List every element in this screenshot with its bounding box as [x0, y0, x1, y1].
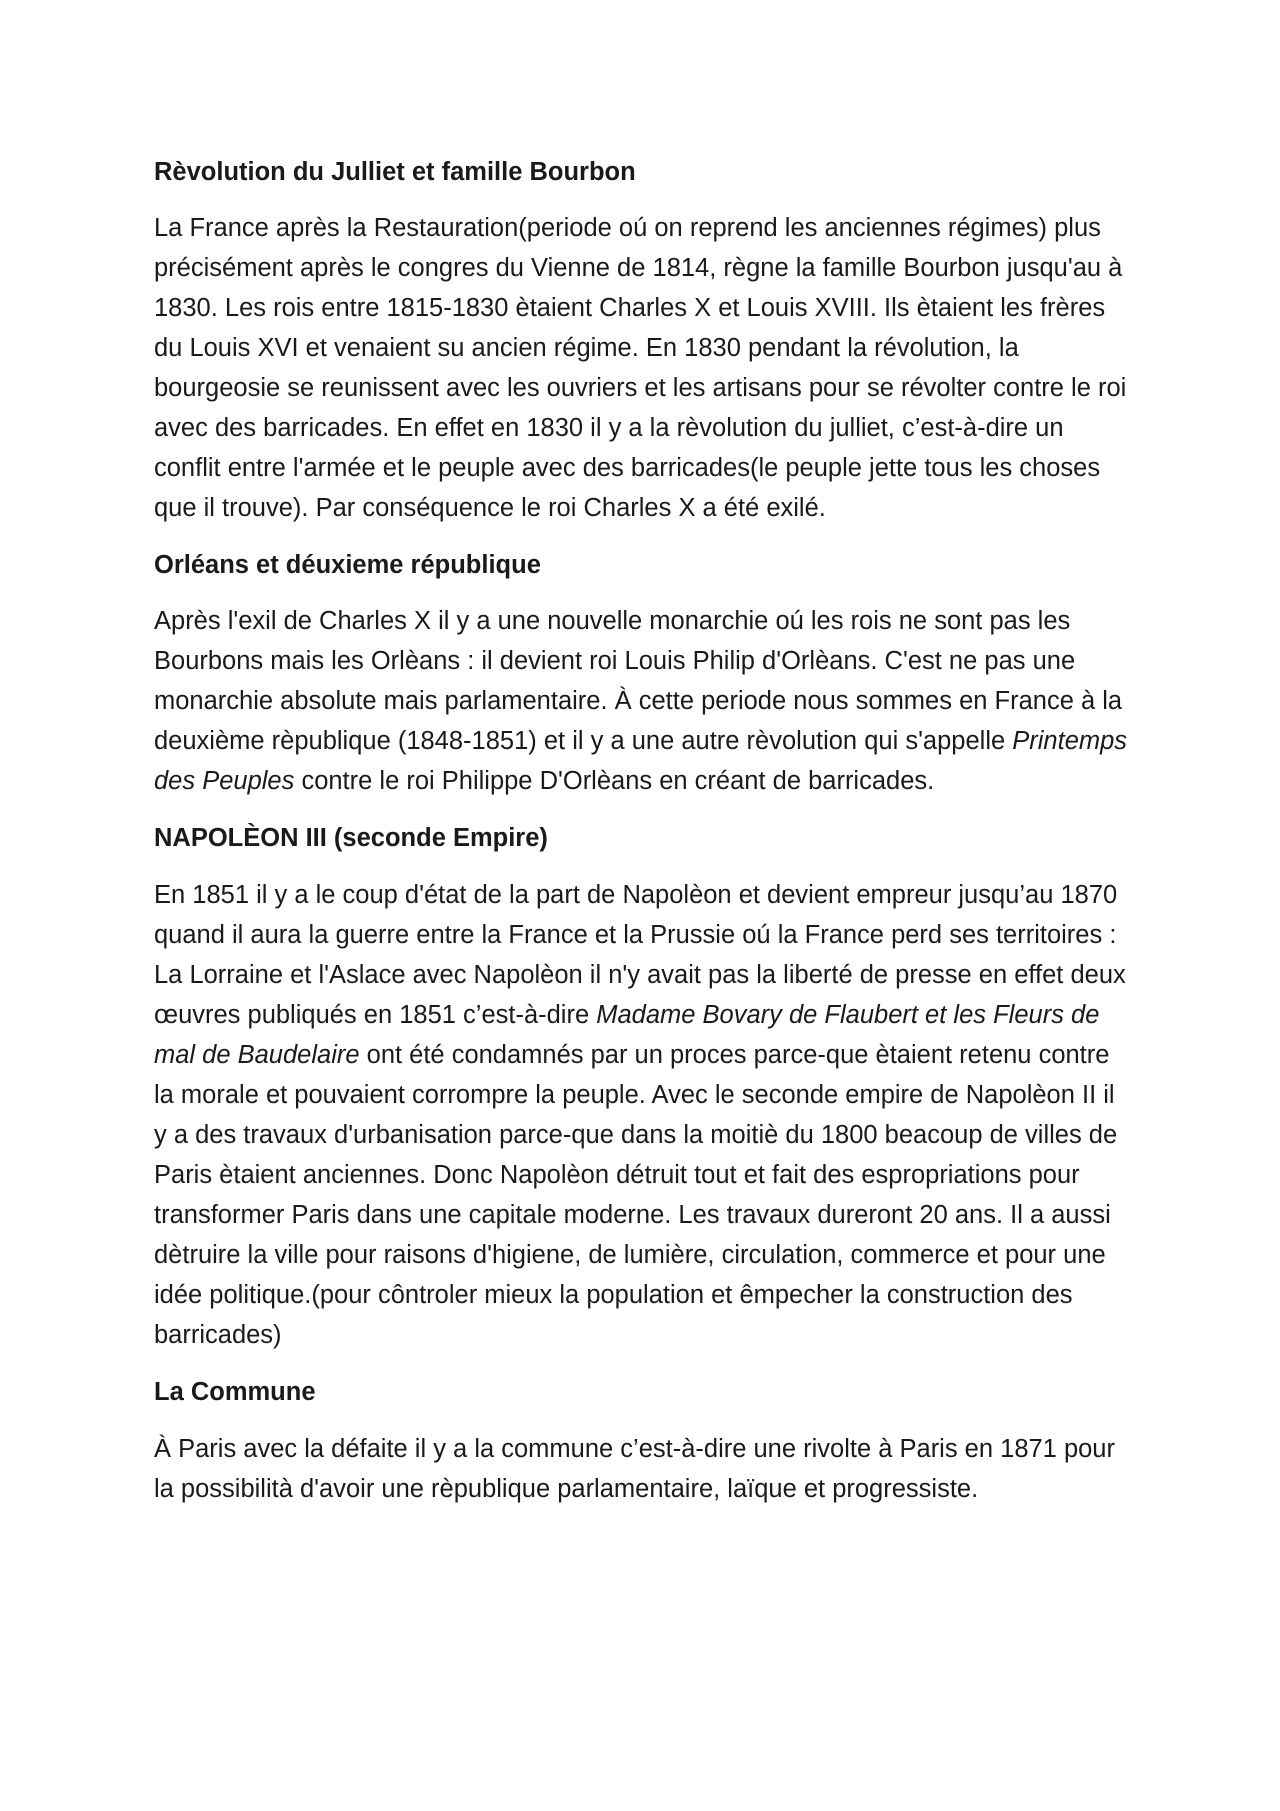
paragraph-napoleon-text-1: En 1851 il y a le coup d'état de la part de Napolèon et devient empreur jusqu’au 1870 quand il aura la guerre entre la France et la Prussie oú la France perd ses territoires : La Lorraine et l'Aslace avec Napolèon il n'y avait pas la liberté de presse en effet deux œuvres publiqués en 1851 c’est-à-dire	[154, 881, 1126, 1029]
section-title-revolution-julliet: Rèvolution du Julliet et famille Bourbon	[154, 158, 636, 186]
paragraph-orleans-text-1: Après l'exil de Charles X il y a une nouvelle monarchie oú les rois ne sont pas les Bourbons mais les Orlèans : il devient roi Louis Philip d'Orlèans. C'est ne pas une monarchie absolute mais parlamentaire. À cette periode nous sommes en France à la deuxième rèpublique (1848-1851) et il y a une autre rèvolution qui s'appelle	[154, 607, 1123, 755]
paragraph-commune: À Paris avec la défaite il y a la commune c’est-à-dire une rivolte à Paris en 1871 pour la possibilità d'avoir une rèpublique parlamentaire, laïque et progressiste.	[154, 1435, 1115, 1503]
paragraph-napoleon	[154, 875, 1134, 1355]
paragraph-napoleon-italic: Madame Bovary de Flaubert et les Fleurs de mal de Baudelaire	[154, 1001, 1100, 1069]
paragraph-revolution-julliet: La France après la Restauration(periode oú on reprend les anciennes régimes) plus précisément après le congres du Vienne de 1814, règne la famille Bourbon jusqu'au à 1830. Les rois entre 1815-1830 ètaient Charles X et Louis XVIII. Ils ètaient les frères du Louis XVI et venaient su ancien régime. En 1830 pendant la révolution, la bourgeosie se reunissent avec les ouvriers et les artisans pour se révolter contre le roi avec des barricades. En effet en 1830 il y a la rèvolution du julliet, c’est-à-dire un conflit entre l'armée et le peuple avec des barricades(le peuple jette tous les choses que il trouve). Par conséquence le roi Charles X a été exilé.	[154, 214, 1127, 522]
paragraph-napoleon-text-2: ont été condamnés par un proces parce-que ètaient retenu contre la morale et pouvaient corrompre la peuple. Avec le seconde empire de Napolèon II il y a des travaux d'urbanisation parce-que dans la moitiè du 1800 beacoup de villes de Paris ètaient anciennes. Donc Napolèon détruit tout et fait des espropriations pour transformer Paris dans une capitale moderne. Les travaux dureront 20 ans. Il a aussi dètruire la ville pour raisons d'higiene, de lumière, circulation, commerce et pour une idée politique.(pour côntroler mieux la population et êmpecher la construction des barricades)	[154, 1041, 1118, 1349]
section-title-commune: La Commune	[154, 1378, 316, 1406]
paragraph-orleans-text-2: contre le roi Philippe D'Orlèans en créant de barricades.	[294, 767, 935, 795]
paragraph-orleans-italic: Printemps des Peuples	[154, 727, 1128, 795]
document-page	[154, 152, 1134, 1509]
paragraph-orleans	[154, 601, 1134, 801]
section-title-napoleon: NAPOLÈON III (seconde Empire)	[154, 824, 548, 852]
section-title-orleans: Orléans et déuxieme république	[154, 551, 541, 579]
